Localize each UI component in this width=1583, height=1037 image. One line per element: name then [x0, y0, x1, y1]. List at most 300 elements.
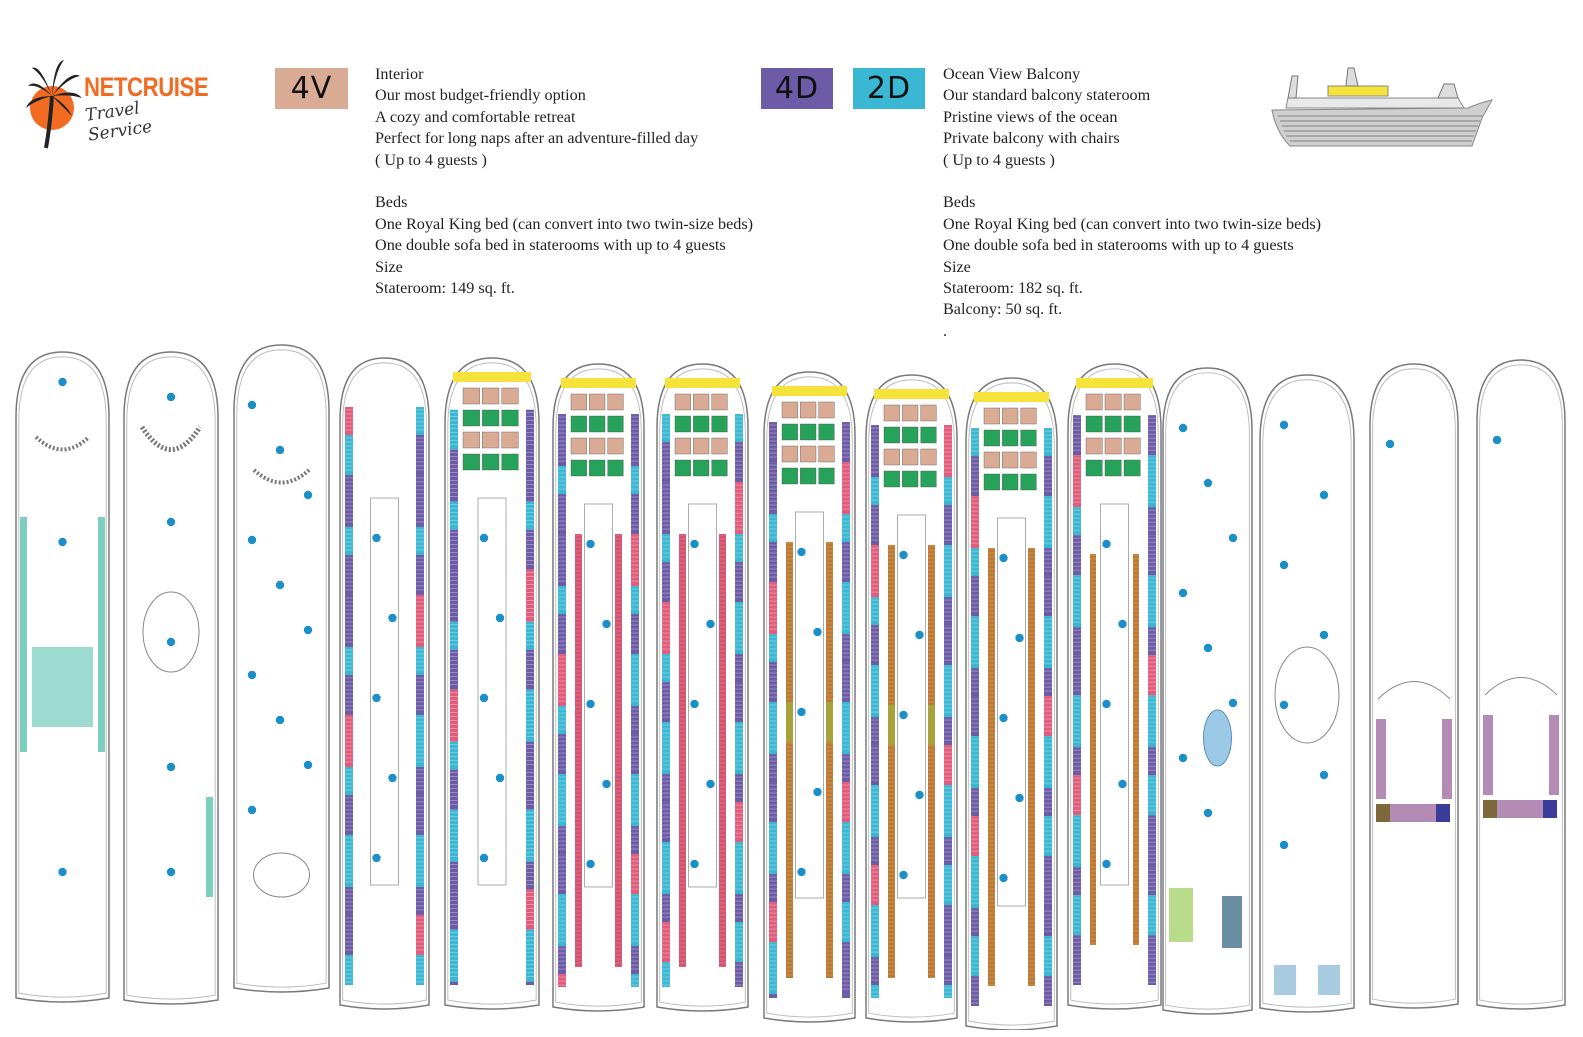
cabin-block: [345, 527, 353, 555]
cabin-block: [526, 982, 534, 985]
venue-marker-icon: [813, 628, 821, 636]
venue-marker-icon: [248, 401, 256, 409]
cabin-block: [871, 837, 879, 865]
cabin-block: [662, 722, 670, 774]
cabin-block: [1148, 575, 1156, 627]
interior-cabin-cluster: [1021, 474, 1037, 490]
venue-marker-icon: [276, 716, 284, 724]
venue-marker-icon: [797, 708, 805, 716]
deck-4: [340, 358, 429, 1009]
cabin-block: [345, 595, 353, 647]
interior-cabin-cluster: [921, 471, 937, 487]
venue-marker-icon: [1204, 644, 1212, 652]
cabin-block: [769, 662, 777, 702]
cabin-block: [1044, 788, 1052, 816]
balcony-line: Beds: [943, 193, 976, 212]
cabin-block: [1148, 415, 1156, 455]
cabin-block: [558, 854, 566, 894]
cabin-block: [769, 582, 777, 634]
interior-line: [375, 171, 753, 192]
balcony-line: Stateroom: 182 sq. ft.: [943, 278, 1083, 297]
cabin-block: [971, 576, 979, 616]
interior-cabin-cluster: [463, 432, 480, 448]
deck-outline: [234, 345, 329, 992]
venue-marker-icon: [690, 700, 698, 708]
interior-cabin-cluster: [1021, 408, 1037, 424]
cabin-block: [662, 774, 670, 802]
cabin-block: [1148, 507, 1156, 535]
interior-line: Size: [375, 257, 403, 276]
interior-cabin-cluster: [571, 416, 587, 432]
venue-marker-icon: [276, 581, 284, 589]
cabin-block: [526, 410, 534, 450]
deck-outline: [1477, 360, 1565, 1009]
cabin-block: [871, 665, 879, 717]
venue-marker-icon: [915, 791, 923, 799]
balcony-line: One double sofa bed in staterooms with up to 4 guests: [943, 236, 1294, 255]
cabin-block: [944, 785, 952, 837]
interior-cabin-cluster: [502, 432, 519, 448]
cabin-block: [842, 514, 850, 542]
interior-cabin-cluster: [984, 474, 1000, 490]
venue-marker-icon: [999, 874, 1007, 882]
suite-block: [1483, 800, 1497, 818]
interior-cabin-cluster: [463, 410, 480, 426]
venue-marker-icon: [1118, 780, 1126, 788]
cabin-block: [1044, 456, 1052, 496]
cabin-block: [971, 788, 979, 816]
suite-row: [874, 389, 949, 399]
inside-cabin-block: [786, 542, 793, 978]
cabin-block: [971, 548, 979, 576]
inside-cabin-block: [719, 534, 726, 967]
cabin-block: [662, 962, 670, 987]
interior-cabin-cluster: [921, 427, 937, 443]
interior-cabin-cluster: [819, 424, 835, 440]
cabin-block: [769, 822, 777, 874]
venue-marker-icon: [1280, 421, 1288, 429]
cabin-block: [1044, 856, 1052, 908]
cabin-block: [558, 774, 566, 826]
interior-cabin-cluster: [608, 460, 624, 476]
interior-cabin-cluster: [1124, 394, 1140, 410]
balcony-line: .: [943, 321, 948, 340]
cabin-block: [1148, 775, 1156, 815]
interior-cabin-cluster: [608, 438, 624, 454]
cabin-block: [416, 407, 424, 435]
cabin-block: [526, 890, 534, 930]
cabin-block: [1073, 695, 1081, 747]
interior-cabin-cluster: [712, 416, 728, 432]
cabin-block: [735, 774, 743, 802]
cabin-block: [842, 422, 850, 462]
ocean-view-block: [786, 702, 793, 742]
venue-marker-icon: [797, 548, 805, 556]
interior-cabin-cluster: [712, 394, 728, 410]
venue-marker-icon: [1204, 479, 1212, 487]
venue-marker-icon: [167, 763, 175, 771]
interior-cabin-cluster: [1086, 416, 1102, 432]
cabin-block: [345, 675, 353, 715]
deck-outline: [1370, 364, 1458, 1008]
cabin-block: [871, 865, 879, 905]
cabin-block: [631, 414, 639, 466]
venue-marker-icon: [167, 868, 175, 876]
cabin-block: [842, 822, 850, 874]
venue-marker-icon: [1179, 589, 1187, 597]
netcruise-logo[interactable]: [26, 56, 209, 152]
cabin-block: [662, 562, 670, 602]
cabin-block: [416, 595, 424, 647]
cabin-block: [1148, 455, 1156, 507]
cabin-block: [1073, 655, 1081, 695]
venue-marker-icon: [1179, 424, 1187, 432]
interior-cabin-cluster: [693, 416, 709, 432]
interior-cabin-cluster: [1002, 452, 1018, 468]
cabin-block: [1073, 575, 1081, 627]
cabin-block: [971, 616, 979, 668]
deck-outline: [340, 358, 429, 1009]
cabin-block: [1073, 815, 1081, 867]
cabin-block: [971, 496, 979, 548]
venue-marker-icon: [1280, 561, 1288, 569]
cabin-block: [1073, 507, 1081, 535]
cabin-block: [1073, 895, 1081, 935]
accessible-cabin-block: [32, 647, 93, 727]
cabin-block: [1148, 815, 1156, 867]
cabin-block: [1044, 936, 1052, 976]
venue-marker-icon: [602, 780, 610, 788]
cabin-block: [842, 902, 850, 942]
cabin-block: [345, 835, 353, 887]
cabin-block: [558, 534, 566, 586]
interior-cabin-cluster: [675, 416, 691, 432]
cabin-block: [416, 555, 424, 595]
cabin-block: [971, 428, 979, 456]
interior-cabin-cluster: [782, 446, 798, 462]
interior-cabin-cluster: [902, 427, 918, 443]
cabin-block: [944, 717, 952, 745]
cabin-block: [1073, 415, 1081, 455]
cabin-block: [631, 614, 639, 654]
cabin-block: [631, 946, 639, 974]
cabin-block: [558, 466, 566, 494]
pool-deck: [1274, 965, 1296, 995]
interior-cabin-cluster: [693, 394, 709, 410]
venue-marker-icon: [58, 868, 66, 876]
cabin-block: [631, 774, 639, 826]
interior-cabin-cluster: [589, 438, 605, 454]
cabin-block: [558, 414, 566, 466]
cabin-block: [769, 874, 777, 902]
interior-line: One double sofa bed in staterooms with up to 4 guests: [375, 236, 726, 255]
pool-deck: [1318, 965, 1340, 995]
balcony-line: Our standard balcony stateroom: [943, 86, 1151, 105]
cabin-block: [735, 482, 743, 534]
brand-name: NETCRUISE: [84, 72, 209, 102]
interior-line: ( Up to 4 guests ): [375, 150, 487, 169]
venue-marker-icon: [167, 393, 175, 401]
cabin-block: [1044, 816, 1052, 856]
cabin-block: [735, 602, 743, 654]
interior-cabin-cluster: [1124, 438, 1140, 454]
court-area: [1222, 896, 1242, 948]
cabin-block: [769, 754, 777, 782]
venue-marker-icon: [1102, 700, 1110, 708]
cabin-block: [526, 622, 534, 650]
venue-marker-icon: [1102, 540, 1110, 548]
cabin-block: [1044, 736, 1052, 788]
cabin-block: [631, 894, 639, 946]
venue-marker-icon: [480, 694, 488, 702]
venue-marker-icon: [496, 774, 504, 782]
venue-marker-icon: [899, 711, 907, 719]
balcony-line: [943, 171, 1321, 192]
suite-row: [453, 372, 531, 382]
cabin-block: [735, 962, 743, 987]
cabin-block: [735, 562, 743, 602]
interior-cabin-cluster: [1105, 438, 1121, 454]
deck-outline: [124, 352, 218, 1004]
cabin-block: [871, 597, 879, 625]
cabin-block: [1073, 535, 1081, 575]
cabin-block: [769, 702, 777, 754]
venue-marker-icon: [706, 780, 714, 788]
cabin-block: [416, 675, 424, 715]
cabin-block: [526, 770, 534, 810]
cabin-block: [769, 542, 777, 582]
deck-2: [124, 352, 218, 1004]
venue-marker-icon: [690, 860, 698, 868]
cabin-block: [871, 505, 879, 545]
cabin-block: [662, 482, 670, 534]
interior-cabin-cluster: [782, 402, 798, 418]
interior-cabin-cluster: [884, 405, 900, 421]
cabin-block: [450, 410, 458, 450]
cruise-ship-icon: [1268, 62, 1496, 152]
interior-line: Stateroom: 149 sq. ft.: [375, 278, 515, 297]
inside-cabin-block: [1090, 554, 1096, 945]
cabin-block: [450, 742, 458, 770]
balcony-line: Pristine views of the ocean: [943, 107, 1118, 126]
venue-marker-icon: [1280, 841, 1288, 849]
cabin-block: [1044, 616, 1052, 668]
ocean-view-block: [888, 705, 895, 745]
brand-tagline: Travel Service: [84, 98, 154, 146]
cabin-block: [450, 982, 458, 985]
cabin-block: [1073, 935, 1081, 985]
cabin-block: [842, 782, 850, 822]
venue-marker-icon: [1204, 809, 1212, 817]
cabin-block: [662, 682, 670, 722]
cabin-block: [971, 908, 979, 936]
balcony-line: Ocean View Balcony: [943, 65, 1081, 83]
interior-cabin-cluster: [800, 424, 816, 440]
venue-marker-icon: [1493, 436, 1501, 444]
venue-marker-icon: [899, 871, 907, 879]
cabin-block: [345, 435, 353, 475]
interior-cabin-cluster: [482, 432, 499, 448]
interior-cabin-cluster: [782, 424, 798, 440]
cabin-block: [769, 462, 777, 514]
cabin-block: [1044, 428, 1052, 456]
ocean-view-block: [826, 702, 833, 742]
venue-marker-icon: [999, 714, 1007, 722]
deck-plans: [0, 340, 1583, 1030]
deck-9: [866, 375, 957, 1022]
cabin-block: [558, 894, 566, 946]
interior-cabin-cluster: [819, 402, 835, 418]
cabin-block: [871, 625, 879, 665]
cabin-block: [631, 466, 639, 494]
stateroom-code-4v-badge: 4V: [275, 68, 348, 109]
cabin-block: [735, 802, 743, 842]
cabin-block: [871, 745, 879, 785]
cabin-block: [558, 946, 566, 974]
cabin-block: [416, 527, 424, 555]
cabin-block: [1148, 867, 1156, 895]
cabin-block: [416, 435, 424, 475]
venue-marker-icon: [1320, 491, 1328, 499]
cabin-block: [662, 414, 670, 442]
venue-marker-icon: [248, 536, 256, 544]
cabin-block: [662, 802, 670, 842]
cabin-block: [416, 715, 424, 767]
interior-line: Beds: [375, 193, 408, 212]
interior-cabin-cluster: [482, 388, 499, 404]
cabin-block: [526, 502, 534, 530]
cabin-block: [1073, 747, 1081, 775]
venue-marker-icon: [388, 774, 396, 782]
cabin-block: [1148, 627, 1156, 655]
cabin-block: [971, 736, 979, 788]
cabin-block: [1073, 775, 1081, 815]
interior-cabin-cluster: [1002, 430, 1018, 446]
interior-cabin-cluster: [1124, 416, 1140, 432]
deck-3: [234, 345, 329, 992]
cabin-block: [871, 425, 879, 477]
cabin-block: [558, 706, 566, 734]
cabin-block: [526, 862, 534, 890]
venue-marker-icon: [586, 700, 594, 708]
cabin-block: [526, 650, 534, 690]
interior-cabin-cluster: [1124, 460, 1140, 476]
cabin-block: [871, 957, 879, 985]
cabin-block: [345, 407, 353, 435]
deck-1: [16, 352, 109, 1002]
venue-marker-icon: [706, 620, 714, 628]
cabin-block: [416, 915, 424, 955]
cabin-block: [558, 494, 566, 534]
cabin-block: [1073, 627, 1081, 655]
venue-marker-icon: [480, 534, 488, 542]
cabin-block: [345, 555, 353, 595]
venue-marker-icon: [1280, 701, 1288, 709]
venue-marker-icon: [1118, 620, 1126, 628]
interior-cabin-cluster: [589, 416, 605, 432]
inside-cabin-block: [928, 545, 935, 978]
interior-cabin-cluster: [902, 471, 918, 487]
interior-cabin-cluster: [712, 438, 728, 454]
cabin-block: [1148, 935, 1156, 985]
cabin-block: [944, 425, 952, 477]
interior-cabin-cluster: [502, 410, 519, 426]
cabin-block: [1148, 747, 1156, 775]
venue-marker-icon: [372, 534, 380, 542]
interior-cabin-cluster: [482, 454, 499, 470]
suite-row: [772, 386, 847, 396]
cabin-block: [450, 650, 458, 690]
interior-cabin-cluster: [1105, 460, 1121, 476]
cabin-block: [842, 462, 850, 514]
deck-7: [657, 364, 748, 1011]
cabin-block: [662, 894, 670, 922]
venue-marker-icon: [496, 614, 504, 622]
venue-marker-icon: [1102, 860, 1110, 868]
interior-cabin-cluster: [902, 405, 918, 421]
venue-marker-icon: [1320, 631, 1328, 639]
interior-cabin-cluster: [819, 468, 835, 484]
interior-cabin-cluster: [675, 438, 691, 454]
cabin-block: [631, 826, 639, 854]
cabin-block: [735, 442, 743, 482]
cabin-block: [345, 715, 353, 767]
ocean-view-block: [928, 705, 935, 745]
deck-15: [1477, 360, 1565, 1009]
interior-cabin-cluster: [693, 460, 709, 476]
cabin-block: [1148, 895, 1156, 935]
cabin-block: [944, 905, 952, 957]
deck-12: [1163, 368, 1252, 1014]
cabin-block: [450, 770, 458, 810]
interior-cabin-cluster: [571, 460, 587, 476]
venue-marker-icon: [58, 538, 66, 546]
cabin-block: [871, 477, 879, 505]
suite-row: [665, 378, 740, 388]
interior-cabin-cluster: [902, 449, 918, 465]
cabin-block: [631, 734, 639, 774]
inside-cabin-block: [575, 534, 582, 967]
deck-5: [445, 358, 539, 1009]
cabin-block: [769, 994, 777, 998]
interior-cabin-cluster: [608, 416, 624, 432]
interior-cabin-cluster: [712, 460, 728, 476]
cabin-block: [416, 795, 424, 835]
cabin-block: [450, 622, 458, 650]
cabin-block: [871, 545, 879, 597]
suite-block: [1376, 804, 1390, 822]
venue-marker-icon: [1320, 771, 1328, 779]
cabin-block: [842, 942, 850, 994]
venue-marker-icon: [586, 860, 594, 868]
cabin-block: [345, 887, 353, 915]
interior-cabin-cluster: [463, 388, 480, 404]
venue-marker-icon: [999, 554, 1007, 562]
deck-6: [553, 364, 644, 1011]
interior-line: Our most budget-friendly option: [375, 86, 586, 105]
cabin-block: [735, 894, 743, 922]
cabin-block: [1073, 455, 1081, 507]
cabin-block: [1148, 695, 1156, 747]
interior-cabin-cluster: [1002, 474, 1018, 490]
cabin-block: [662, 922, 670, 962]
cabin-block: [1073, 867, 1081, 895]
cabin-block: [631, 706, 639, 734]
cabin-block: [526, 810, 534, 862]
cabin-block: [944, 665, 952, 717]
inside-cabin-block: [615, 534, 622, 967]
interior-cabin-cluster: [984, 452, 1000, 468]
